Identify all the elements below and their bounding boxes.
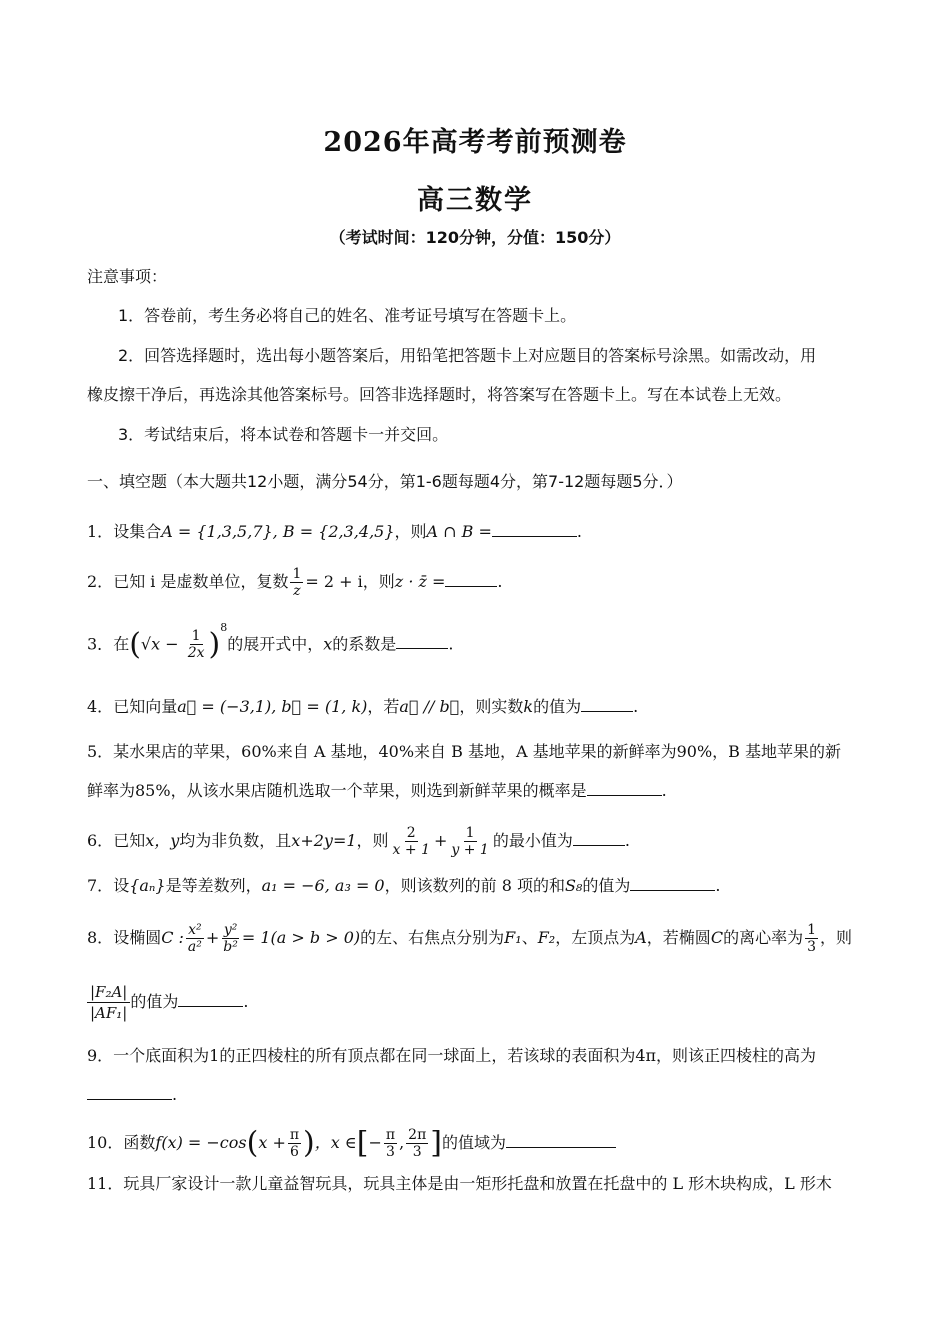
page-title: 2026年高考考前预测卷 — [323, 127, 627, 158]
question-6: 6．已知x，y均为非负数，且x+2y=1，则 $\frac{2}{x + 1}$ + $\frac{1}{y + 1}$ 的最小值为 . — [87, 825, 630, 858]
fraction: $\frac{\text{x²}}{\text{a²}}$ — [187, 922, 202, 955]
notice-item-2-line-1: 2．回答选择题时，选出每小题答案后，用铅笔把答题卡上对应题目的答案标号涂黑。如需改动，用 — [118, 346, 817, 365]
question-1: 1．设集合A = {1,3,5,7}, B = {2,3,4,5}，则A ∩ B = . — [87, 522, 583, 541]
fraction: $\frac{\pi}{3}$ — [385, 1127, 396, 1160]
fraction: $\frac{\text{y²}}{\text{b²}}$ — [223, 922, 238, 955]
fraction: $\frac{1}{2x}$ — [187, 628, 205, 662]
answer-blank — [506, 1131, 616, 1148]
exam-time-info: （考试时间：120分钟，分值：150分） — [329, 228, 621, 247]
question-9-line-2: . — [87, 1083, 863, 1107]
question-4: 4．已知向量a⃗ = (−3,1), b⃗ = (1, k)，若a⃗ // b⃗，则实数k的值为 . — [87, 697, 639, 716]
question-2: 2．已知 i 是虚数单位，复数 $\frac{1}{z}$ = 2 + i，则z · z̄ = . — [87, 566, 503, 599]
answer-blank — [587, 779, 662, 796]
question-3: 3．在(√x − $\frac{1}{2x}$ )$^8$的展开式中，x的系数是 . — [87, 621, 454, 662]
page-subtitle: 高三数学 — [417, 185, 533, 216]
section-heading: 一、填空题（本大题共12小题，满分54分，第1-6题每题4分，第7-12题每题5分．） — [87, 472, 683, 491]
answer-blank — [581, 695, 633, 712]
fraction: $\frac{\pi}{6}$ — [289, 1127, 300, 1160]
question-5-line-1: 5．某水果店的苹果，60%来自 A 基地，40%来自 B 基地，A 基地苹果的新鲜率为90%，B 基地苹果的新 — [87, 742, 842, 761]
question-10: 10．函数f(x) = −cos(x + $\frac{\pi}{6}$ )，x ∈[− $\frac{\pi}{3}$ , $\frac{2\pi}{3}$ ]的值域为 — [87, 1127, 863, 1160]
answer-blank — [630, 874, 715, 891]
fraction: $\frac{2\pi}{3}$ — [408, 1127, 427, 1160]
answer-blank — [445, 570, 497, 587]
notice-item-3: 3．考试结束后，将本试卷和答题卡一并交回。 — [118, 425, 449, 444]
question-7: 7．设{aₙ}是等差数列，a₁ = −6, a₃ = 0，则该数列的前 8 项的和S₈的值为 . — [87, 876, 721, 895]
answer-blank — [178, 990, 243, 1007]
notice-heading: 注意事项： — [87, 267, 168, 286]
answer-blank — [396, 632, 448, 649]
notice-item-1: 1．答卷前，考生务必将自己的姓名、准考证号填写在答题卡上。 — [118, 306, 577, 325]
question-8-line-1: 8．设椭圆C : $\frac{\text{x²}}{\text{a²}}$ + $\frac{\text{y²}}{\text{b²}}$ = 1(a > b > 0)的左、右焦点分别为F₁、F₂，左顶点为A，若椭圆C的离心率为 $\frac{1}{3}$ ，则 — [87, 922, 853, 955]
answer-blank — [87, 1083, 172, 1100]
fraction: $\frac{1}{z}$ — [292, 566, 302, 599]
answer-blank — [573, 829, 625, 846]
question-9-line-1: 9．一个底面积为1的正四棱柱的所有顶点都在同一球面上，若该球的表面积为4π，则该正四棱柱的高为 — [87, 1046, 817, 1065]
fraction: $\frac{1}{y + 1}$ — [451, 825, 489, 858]
question-5-line-2: 鲜率为85%，从该水果店随机选取一个苹果，则选到新鲜苹果的概率是 . — [87, 781, 667, 800]
fraction: $\frac{2}{x + 1}$ — [392, 825, 430, 858]
notice-item-2-line-2: 橡皮擦干净后，再选涂其他答案标号。回答非选择题时，将答案写在答题卡上。写在本试卷上无效。 — [87, 385, 792, 404]
answer-blank — [492, 520, 577, 537]
fraction: $\frac{1}{3}$ — [807, 922, 816, 955]
question-8-line-2: $\frac{\text{|F₂A|}}{\text{|AF₁|}}$ 的值为 . — [87, 982, 863, 1023]
question-11-line-1: 11．玩具厂家设计一款儿童益智玩具，玩具主体是由一矩形托盘和放置在托盘中的 L 形木块构成，L 形木 — [87, 1174, 832, 1193]
fraction: $\frac{\text{|F₂A|}}{\text{|AF₁|}}$ — [87, 982, 130, 1023]
